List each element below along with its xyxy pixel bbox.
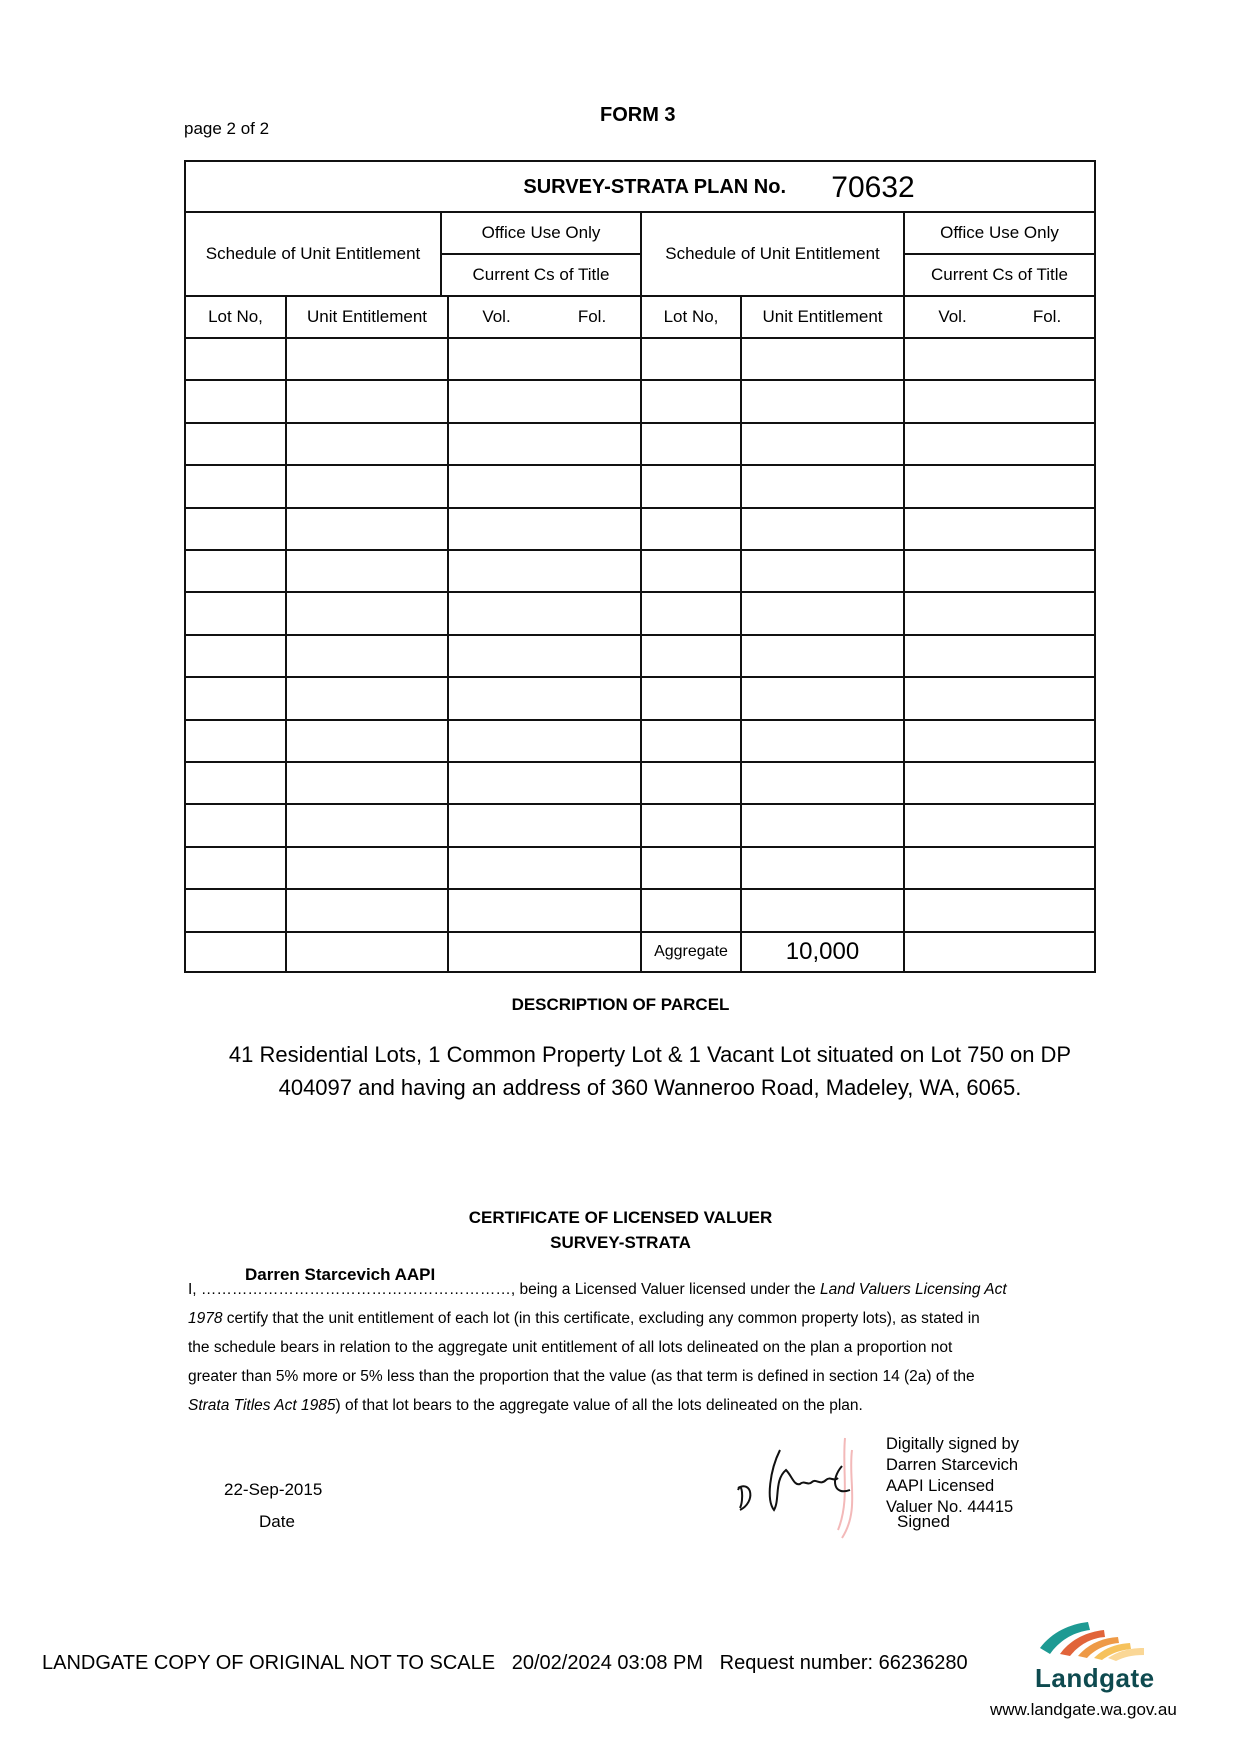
divider bbox=[285, 295, 287, 971]
aggregate-label: Aggregate bbox=[654, 943, 728, 960]
col-unit-entitlement-right: Unit Entitlement bbox=[762, 307, 883, 326]
digital-sig-line: AAPI Licensed bbox=[886, 1477, 995, 1495]
certificate-line-5 bbox=[188, 1391, 1068, 1420]
certificate-line-3: the schedule bears in relation to the aggregate unit entitlement of all lots delineated on the plan a proportion not bbox=[188, 1339, 953, 1356]
landgate-logo-text: Landgate bbox=[1035, 1663, 1155, 1693]
col-lot-no-right: Lot No, bbox=[663, 307, 719, 326]
col-fol-left: Fol. bbox=[577, 307, 607, 326]
current-cs-header-right: Current Cs of Title bbox=[931, 265, 1068, 284]
landgate-website-link[interactable]: www.landgate.wa.gov.au bbox=[990, 1700, 1177, 1719]
description-heading: DESCRIPTION OF PARCEL bbox=[511, 995, 730, 1014]
divider bbox=[447, 295, 449, 971]
current-cs-header-left: Current Cs of Title bbox=[472, 265, 610, 284]
schedule-header-left: Schedule of Unit Entitlement bbox=[205, 244, 421, 263]
certificate-text: certify that the unit entitlement of each lot (in this certificate, excluding any common property lots), as stated in bbox=[222, 1310, 980, 1327]
landgate-logo-icon bbox=[1032, 1618, 1162, 1663]
form-title: FORM 3 bbox=[600, 104, 676, 126]
certificate-subheading: SURVEY-STRATA bbox=[550, 1233, 691, 1252]
office-use-header-right: Office Use Only bbox=[940, 223, 1059, 242]
digital-sig-line: Darren Starcevich bbox=[886, 1456, 1019, 1474]
col-unit-entitlement-left: Unit Entitlement bbox=[307, 307, 427, 326]
landgate-copy-notice: LANDGATE COPY OF ORIGINAL NOT TO SCALE 20/02/2024 03:08 PM Request number: 66236280 bbox=[42, 1652, 968, 1674]
handwritten-signature-icon bbox=[730, 1430, 900, 1540]
schedule-header-right: Schedule of Unit Entitlement bbox=[665, 244, 880, 263]
certificate-line-4: greater than 5% more or 5% less than the proportion that the value (as that term is defined in section 14 (2a) of the bbox=[188, 1368, 975, 1385]
act-year: 1978 bbox=[188, 1310, 223, 1327]
col-lot-no-left: Lot No, bbox=[208, 307, 263, 326]
plan-number: 70632 bbox=[831, 170, 915, 204]
certificate-line-1 bbox=[188, 1275, 1068, 1304]
certificate-line-2 bbox=[188, 1304, 1068, 1333]
certificate-heading: CERTIFICATE OF LICENSED VALUER bbox=[468, 1208, 773, 1227]
certificate-text: I, ……………………………………………………, being a Licensed Valuer licensed under the bbox=[188, 1281, 820, 1298]
col-vol-left: Vol. bbox=[482, 307, 511, 326]
digital-sig-line: Digitally signed by bbox=[886, 1435, 1019, 1453]
col-vol-right: Vol. bbox=[938, 307, 967, 326]
divider bbox=[740, 295, 742, 971]
plan-title: SURVEY-STRATA PLAN No. bbox=[523, 176, 786, 198]
col-fol-right: Fol. bbox=[1032, 307, 1062, 326]
page-indicator: page 2 of 2 bbox=[184, 119, 270, 138]
signature-date: 22-Sep-2015 bbox=[224, 1480, 323, 1499]
digital-sig-line: Valuer No. 44415 bbox=[886, 1498, 1014, 1516]
schedule-of-unit-entitlement-table bbox=[184, 160, 1096, 973]
digital-signature-text bbox=[886, 1434, 1019, 1518]
office-use-header-left: Office Use Only bbox=[481, 223, 601, 242]
certificate-text: ) of that lot bears to the aggregate value of all the lots delineated on the plan. bbox=[335, 1397, 863, 1414]
aggregate-value: 10,000 bbox=[785, 938, 860, 965]
date-label: Date bbox=[259, 1512, 295, 1531]
valuer-name: Darren Starcevich AAPI bbox=[245, 1265, 436, 1284]
act-name: Land Valuers Licensing Act bbox=[819, 1281, 1007, 1298]
parcel-description-line-2: 404097 and having an address of 360 Wanneroo Road, Madeley, WA, 6065. bbox=[278, 1075, 1022, 1100]
act-name: Strata Titles Act 1985 bbox=[188, 1397, 336, 1414]
parcel-description-line-1: 41 Residential Lots, 1 Common Property Lot & 1 Vacant Lot situated on Lot 750 on DP bbox=[228, 1042, 1072, 1067]
signed-label: Signed bbox=[897, 1512, 950, 1531]
